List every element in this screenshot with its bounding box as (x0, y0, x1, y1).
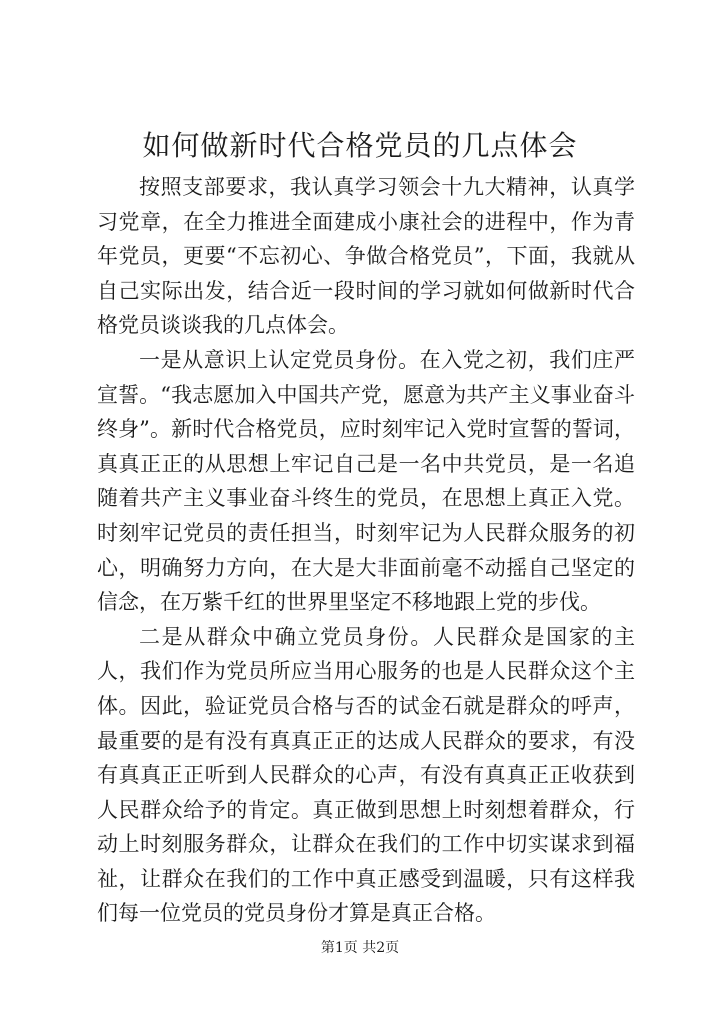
document-body (97, 170, 635, 931)
document-title: 如何做新时代合格党员的几点体会 (142, 129, 578, 162)
page-number-footer: 第1页 共2页 (320, 940, 400, 956)
paragraph-point-one: 一是从意识上认定党员身份。在入党之初，我们庄严宣誓。“我志愿加入中国共产党，愿意为共产主义事业奋斗终身”。新时代合格党员，应时刻牢记入党时宣誓的誓词，真真正正的从思想上牢记自己是一名中共党员，是一名追随着共产主义事业奋斗终生的党员，在思想上真正入党。时刻牢记党员的责任担当，时刻牢记为人民群众服务的初心，明确努力方向，在大是大非面前毫不动摇自己坚定的信念，在万紫千红的世界里坚定不移地跟上党的步伐。 (97, 347, 635, 615)
paragraph-intro: 按照支部要求，我认真学习领会十九大精神，认真学习党章，在全力推进全面建成小康社会的进程中，作为青年党员，更要“不忘初心、争做合格党员”，下面，我就从自己实际出发，结合近一段时间的学习就如何做新时代合格党员谈谈我的几点体会。 (97, 175, 635, 338)
paragraph-point-two: 二是从群众中确立党员身份。人民群众是国家的主人，我们作为党员所应当用心服务的也是人民群众这个主体。因此，验证党员合格与否的试金石就是群众的呼声，最重要的是有没有真真正正的达成人民群众的要求，有没有真真正正听到人民群众的心声，有没有真真正正收获到人民群众给予的肯定。真正做到思想上时刻想着群众，行动上时刻服务群众，让群众在我们的工作中切实谋求到福祉，让群众在我们的工作中真正感受到温暖，只有这样我们每一位党员的党员身份才算是真正合格。 (97, 624, 635, 926)
